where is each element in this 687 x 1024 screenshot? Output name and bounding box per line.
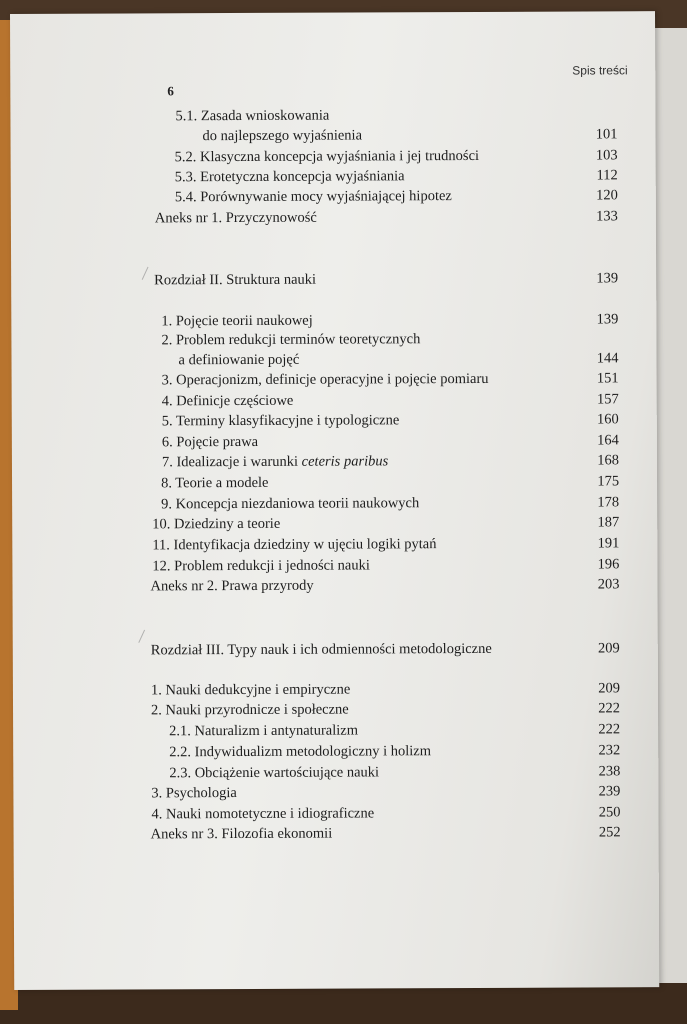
toc-entry-page: 196 — [597, 556, 620, 573]
toc-entry-page: 103 — [595, 147, 618, 164]
toc-entry-title: 2.2. Indywidualizm metodologiczny i holizm — [169, 743, 432, 761]
toc-entry-title: 9. Koncepcja niezdaniowa teorii naukowych — [161, 495, 420, 513]
toc-entry-page: 222 — [598, 721, 621, 738]
toc-entry-page: 160 — [596, 411, 619, 428]
toc-entry-page: 120 — [596, 187, 618, 204]
toc-entry-title: 6. Pojęcie prawa — [161, 433, 259, 451]
toc-entry-page: 209 — [598, 680, 620, 697]
toc-entry-page: 101 — [595, 126, 618, 143]
toc-entry-title: Aneks nr 1. Przyczynowość — [154, 209, 317, 227]
toc-entry-page: 239 — [598, 783, 621, 800]
toc-entry-page: 222 — [598, 700, 621, 717]
page-number: 6 — [167, 83, 174, 99]
toc-entry-page: 187 — [597, 514, 620, 531]
toc-entry-title: 8. Teorie a modele — [161, 474, 269, 492]
chapter-heading: Rozdział III. Typy nauk i ich odmienności metodologiczne — [150, 640, 492, 659]
toc-entry-title: 2. Nauki przyrodnicze i społeczne — [151, 701, 349, 719]
toc-entry-page: 238 — [598, 763, 621, 780]
toc-entry-title — [162, 452, 388, 471]
toc-entry-page: 164 — [597, 432, 619, 449]
toc-entry-page: 112 — [596, 167, 618, 184]
toc-entry-title: 10. Dziedziny a teorie — [152, 515, 281, 533]
toc-entry-page: 209 — [597, 640, 620, 657]
toc-entry-title: 1. Pojęcie teorii naukowej — [161, 312, 313, 330]
toc-entry-title: a definiowanie pojęć — [178, 351, 300, 369]
toc-entry-page: 133 — [596, 208, 618, 225]
toc-entry-page: 203 — [597, 576, 620, 593]
toc-entry-page: 191 — [597, 535, 620, 552]
toc-entry-page: 168 — [597, 452, 619, 469]
toc-entry-page: 139 — [596, 270, 619, 287]
toc-entry-page: 250 — [598, 804, 621, 821]
toc-entry-page: 175 — [597, 473, 620, 490]
toc-entry-title: 3. Psychologia — [151, 785, 237, 802]
toc-entry-title: 12. Problem redukcji i jedności nauki — [152, 557, 370, 575]
toc-entry-page: 252 — [598, 824, 621, 841]
toc-entry-page: 139 — [596, 311, 619, 328]
toc-entry-title-text: 7. Idealizacje i warunki — [161, 453, 302, 471]
toc-entry-page: 157 — [596, 391, 619, 408]
toc-entry-title: Aneks nr 2. Prawa przyrody — [150, 577, 314, 595]
toc-entry-title: 11. Identyfikacja dziedziny w ujęciu logiki pytań — [152, 536, 437, 554]
toc-entry-title: 2. Problem redukcji terminów teoretycznych — [161, 331, 421, 349]
toc-entry-title: 5.4. Porównywanie mocy wyjaśniającej hipotez — [174, 188, 452, 206]
toc-entry-title: 4. Nauki nomotetyczne i idiograficzne — [151, 805, 375, 823]
toc-entry-title: Aneks nr 3. Filozofia ekonomii — [150, 825, 333, 843]
toc-entry-title-italic: ceteris paribus — [301, 453, 389, 470]
toc-entry-title: 1. Nauki dedukcyjne i empiryczne — [150, 681, 351, 699]
toc-entry-page: 144 — [596, 350, 619, 367]
toc-entry-title: 2.3. Obciążenie wartościujące nauki — [169, 764, 380, 782]
toc-entry-page: 151 — [596, 370, 619, 387]
running-header: Spis treści — [572, 63, 628, 78]
toc-entry-title: 5.3. Erotetyczna koncepcja wyjaśniania — [174, 168, 405, 186]
toc-entry-title: 3. Operacjonizm, definicje operacyjne i pojęcie pomiaru — [161, 370, 489, 389]
toc-entry-title: 2.1. Naturalizm i antynaturalizm — [169, 722, 359, 740]
book-page — [10, 11, 659, 990]
toc-entry-title: do najlepszego wyjaśnienia — [202, 127, 363, 145]
toc-entry-title: 5. Terminy klasyfikacyjne i typologiczne — [161, 412, 400, 430]
toc-entry-page: 232 — [598, 742, 621, 759]
toc-entry-title: 4. Definicje częściowe — [161, 392, 294, 410]
toc-entry-title: 5.2. Klasyczna koncepcja wyjaśniania i jej trudności — [174, 147, 480, 166]
toc-entry-title: 5.1. Zasada wnioskowania — [175, 107, 330, 125]
toc-entry-page: 178 — [597, 494, 620, 511]
chapter-heading: Rozdział II. Struktura nauki — [154, 271, 317, 289]
